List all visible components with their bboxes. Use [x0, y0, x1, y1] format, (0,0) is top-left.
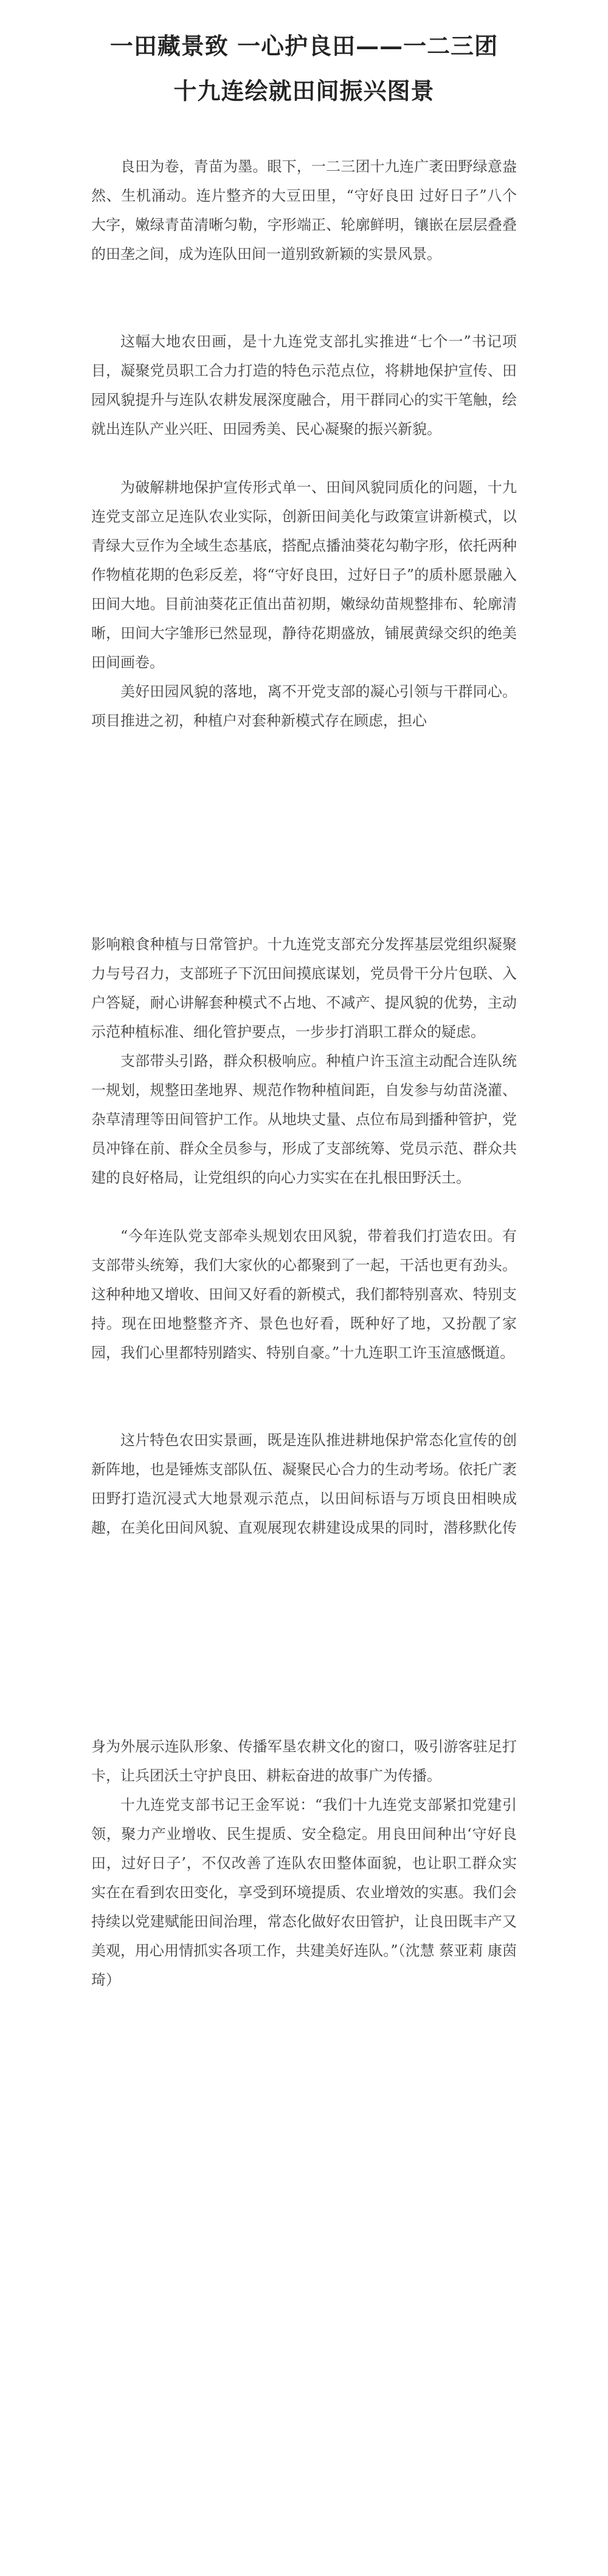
- paragraph-4-part-1: 美好田园风貌的落地，离不开党支部的凝心引领与干群同心。项目推进之初，种植户对套种新模式存在顾虑，担心: [91, 683, 517, 729]
- article-title-line-2: 十九连绘就田间振兴图景: [173, 77, 435, 105]
- paragraph-4-part-2: 影响粮食种植与日常管护。十九连党支部充分发挥基层党组织凝聚力与号召力，支部班子下沉田间摸底谋划，党员骨干分片包联、入户答疑，耐心讲解套种模式不占地、不减产、提风貌的优势，主动示范种植标准、细化管护要点，一步步打消职工群众的疑虑。: [91, 936, 517, 1040]
- paragraph-8: 十九连党支部书记王金军说：“我们十九连党支部紧扣党建引领，聚力产业增收、民生提质、安全稳定。用良田间种出‘守好良田，过好日子’，不仅改善了连队农田整体面貌，也让职工群众实实在在看到农田变化，享受到环境提质、农业增效的实惠。我们会持续以党建赋能田间治理，常态化做好农田管护，让良田既丰产又美观，用心用情抓实各项工作，共建美好连队。”（沈慧 蔡亚莉 康茵琦）: [91, 1796, 517, 1988]
- paragraph-2: 这幅大地农田画，是十九连党支部扎实推进“七个一”书记项目，凝聚党员职工合力打造的特色示范点位，将耕地保护宣传、田园风貌提升与连队农耕发展深度融合，用干群同心的实干笔触，绘就出连队产业兴旺、田园秀美、民心凝聚的振兴新貌。: [91, 333, 517, 438]
- blank-space-2: [91, 1548, 517, 1725]
- paragraph-1: 良田为卷，青苗为墨。眼下，一二三团十九连广袤田野绿意盎然、生机涌动。连片整齐的大豆田里，“守好良田 过好日子”八个大字，嫩绿青苗清晰匀勒，字形端正、轮廓鲜明，镶嵌在层层叠叠的田垄之间，成为连队田间一道别致新颖的实景风景。: [91, 158, 517, 263]
- paragraph-7-part-1: 这片特色农田实景画，既是连队推进耕地保护常态化宣传的创新阵地，也是锤炼支部队伍、凝聚民心合力的生动考场。依托广袤田野打造沉浸式大地景观示范点，以田间标语与万顷良田相映成趣，在美化田间风貌、直观展现农耕建设成果的同时，潜移默化传: [91, 1432, 517, 1536]
- paragraph-7-part-2: 身为外展示连队形象、传播军垦农耕文化的窗口，吸引游客驻足打卡，让兵团沃土守护良田、耕耘奋进的故事广为传播。: [91, 1738, 517, 1784]
- paragraph-3: 为破解耕地保护宣传形式单一、田间风貌同质化的问题，十九连党支部立足连队农业实际，创新田间美化与政策宣讲新模式，以青绿大豆作为全域生态基底，搭配点播油葵花勾勒字形，依托两种作物植花期的色彩反差，将“守好良田，过好日子”的质朴愿景融入田间大地。目前油葵花正值出苗初期，嫩绿幼苗规整排布、轮廓清晰，田间大字雏形已然显现，静待花期盛放，铺展黄绿交织的绝美田间画卷。: [91, 479, 517, 671]
- paragraph-6: “今年连队党支部牵头规划农田风貌，带着我们打造农田。有支部带头统筹，我们大家伙的心都聚到了一起，干活也更有劲头。这种种地又增收、田间又好看的新模式，我们都特别喜欢、特别支持。现在田地整整齐齐、景色也好看，既种好了地，又扮靓了家园，我们心里都特别踏实、特别自豪。”十九连职工许玉渲感慨道。: [91, 1228, 517, 1361]
- article-title-line-1: 一田藏景致 一心护良田——一二三团: [109, 32, 499, 60]
- paragraph-5: 支部带头引路，群众积极响应。种植户许玉渲主动配合连队统一规划，规整田垄地界、规范作物种植间距，自发参与幼苗浇灌、杂草清理等田间管护工作。从地块丈量、点位布局到播种管护，党员冲锋在前、群众全员参与，形成了支部统筹、党员示范、群众共建的良好格局，让党组织的向心力实实在在扎根田野沃土。: [91, 1053, 517, 1186]
- blank-space: [91, 741, 517, 924]
